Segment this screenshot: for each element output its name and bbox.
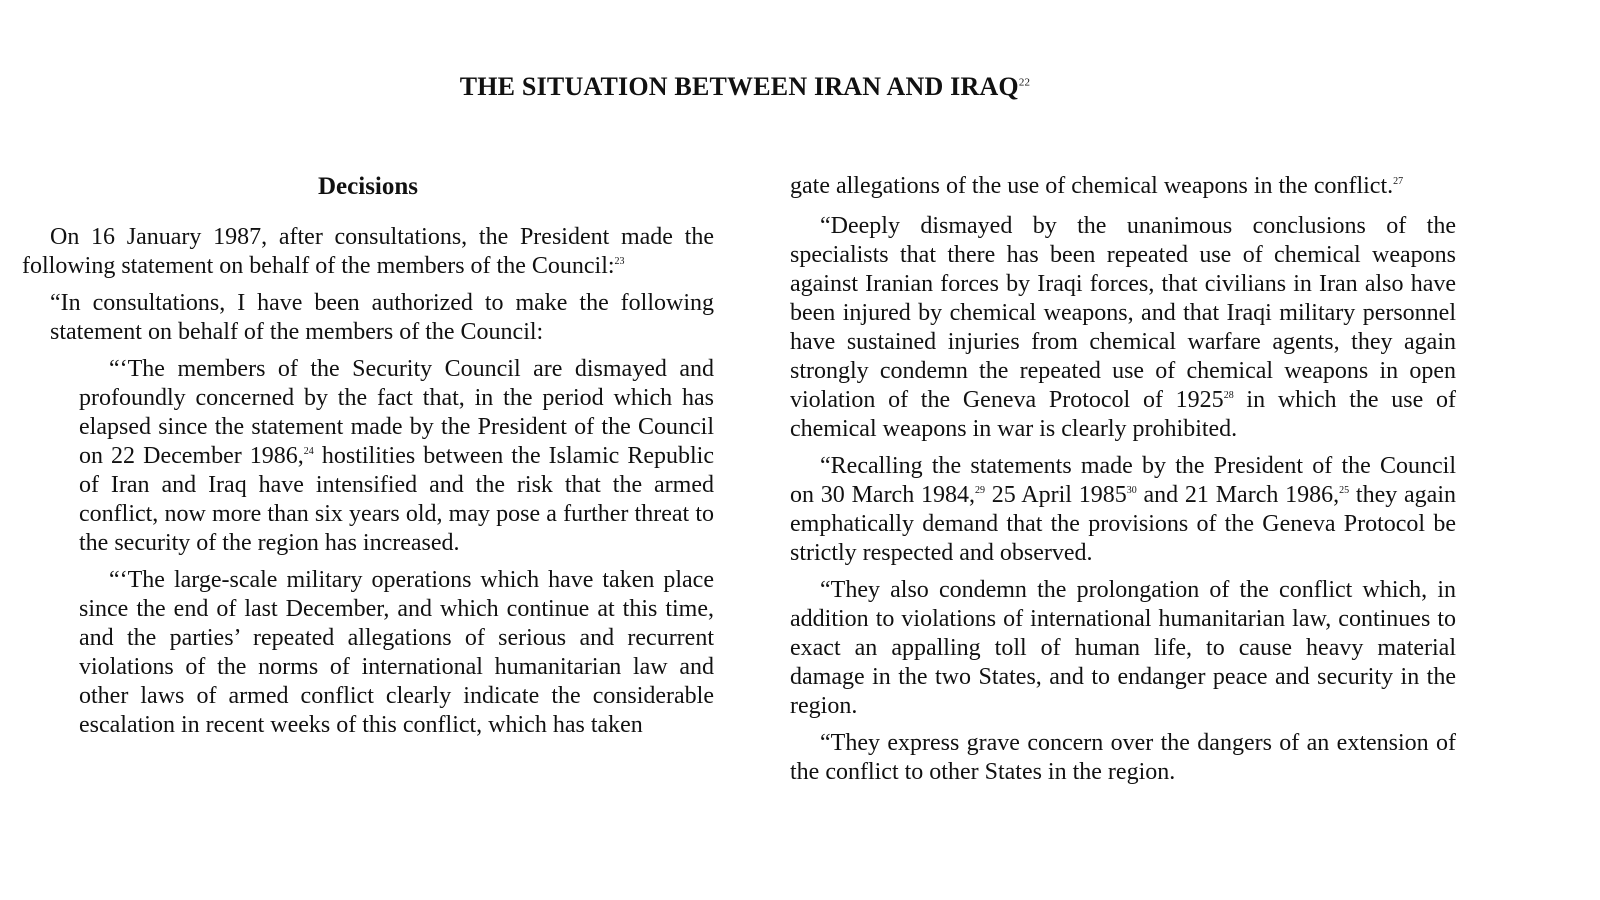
continued-paragraph-text: gate allegations of the use of chemical weapons in the conflict.: [790, 173, 1394, 199]
continued-paragraph: [790, 172, 1456, 201]
paragraph-recalling-text-b: 25 April 1985: [985, 482, 1127, 508]
title-footnote-marker: 22: [1018, 76, 1031, 89]
page-title: [0, 72, 1490, 102]
paragraph-prolongation: “They also condemn the prolongation of the conflict which, in addition to violations of international humanitarian law, continues to exact an appalling toll of human life, to cause heavy material damage in the two States, and to endanger peace and security in the region.: [790, 577, 1456, 719]
footnote-marker: 27: [1393, 176, 1404, 187]
paragraph-recalling-text-a: “Recalling the statements made by the President of the Council on 30 March 1984,: [790, 453, 1456, 508]
quoted-paragraph-1-text-b: hostilities between the Islamic Republic of Iran and Iraq have intensified and the risk that the armed conflict, now more than six years old, may pose a further threat to the security of the region has increased.: [79, 443, 715, 556]
footnote-marker: 30: [1126, 485, 1137, 496]
left-column: [22, 172, 714, 748]
footnote-marker: 29: [975, 485, 985, 496]
paragraph-recalling-statements: [790, 452, 1456, 568]
paragraph-chemical-weapons: [790, 212, 1456, 444]
section-heading-decisions: Decisions: [318, 173, 418, 200]
intro-paragraph: [22, 223, 714, 281]
footnote-marker: 25: [1339, 485, 1350, 496]
quoted-paragraph-1-text-a: “‘The members of the Security Council are dismayed and profoundly concerned by the fact that, in the period which has elapsed since the statement made by the President of the Council on 22 December 1986,: [79, 356, 714, 469]
page-title-text: THE SITUATION BETWEEN IRAN AND IRAQ: [459, 72, 1019, 101]
quoted-paragraph-2: “‘The large-scale military operations which have taken place since the end of last December, and which continue at this time, and the parties’ repeated allegations of serious and recurrent violations of the norms of international humanitarian law and other laws of armed conflict clearly indicate the considerable escalation in recent weeks of this conflict, which has taken: [79, 567, 714, 738]
intro-text: On 16 January 1987, after consultations, the President made the following statement on behalf of the members of the Council:: [22, 224, 714, 279]
quoted-paragraph-1: [22, 355, 714, 558]
statement-opening-paragraph: “In consultations, I have been authorized to make the following statement on behalf of the members of the Council:: [50, 290, 714, 345]
footnote-marker: 24: [303, 446, 314, 457]
footnote-marker: 23: [614, 256, 625, 267]
paragraph-recalling-text-d: they again emphatically demand that the provisions of the Geneva Protocol be strictly respected and observed.: [790, 482, 1457, 566]
paragraph-recalling-text-c: and 21 March 1986,: [1136, 482, 1340, 508]
paragraph-extension: “They express grave concern over the dangers of an extension of the conflict to other States in the region.: [790, 730, 1456, 785]
footnote-marker: 28: [1223, 390, 1234, 401]
paragraph-chemical-weapons-text-a: “Deeply dismayed by the unanimous conclusions of the specialists that there has been repeated use of chemical weapons against Iranian forces by Iraqi forces, that civilians in Iran also have been injured by chemical weapons, and that Iraqi military personnel have sustained injuries from chemical warfare agents, they again strongly condemn the repeated use of chemical weapons in open violation of the Geneva Protocol of 1925: [790, 213, 1456, 413]
right-column: [790, 172, 1456, 795]
paragraph-chemical-weapons-text-b: in which the use of chemical weapons in war is clearly prohibited.: [790, 387, 1457, 442]
